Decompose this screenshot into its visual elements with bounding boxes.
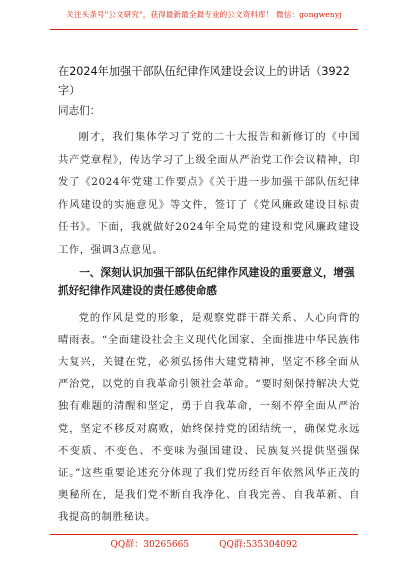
footer-qq-group-1: QQ群：30265665 (110, 540, 190, 550)
header-rule (50, 29, 358, 30)
footer-rule (50, 534, 358, 535)
section-heading: 一、深刻认识加强干部队伍纪律作风建设的重要意义，增强抓好纪律作风建设的责任感使命感 (58, 266, 355, 298)
banner-text: 关注头条号"公文研究"，获得最新最全最专业的公文资料库！ 微信：gongwenyj (66, 9, 342, 19)
document-title: 在2024年加强干部队伍纪律作风建设会议上的讲话（3922字） (58, 65, 350, 97)
footer-qq-group-2: QQ群:535304092 (219, 540, 298, 550)
section-paragraph: 党的作风是党的形象，是观察党群干群关系、人心向背的晴雨表。“全面建设社会主义现代化国家、全面推进中华民族伟大复兴，关键在党，必须弘扬伟大建党精神，坚定不移全面从严治党，以党的自我革命引领社会革命。“要时刻保持解决大党独有难题的清醒和坚定，勇于自我革命，一刻不停全面从严治党，坚定不移反对腐败，始终保持党的团结统一，确保党永远不变质、不变色、不变味为强国建设、民族复兴提供坚强保证。”这些重要论述充分体现了我们党历经百年依然风华正茂的奥秘所在，是我们党不断自我净化、自我完善、自我革新、自我提高的制胜秘诀。 (58, 311, 360, 524)
header-banner (0, 0, 408, 28)
greeting: 同志们： (58, 105, 101, 117)
document-body (58, 62, 360, 529)
footer (0, 537, 408, 553)
intro-paragraph: 刚才，我们集体学习了党的二十大报告和新修订的《中国共产党章程》，传达学习了上级全面从严治党工作会议精神，印发了《2024年党建工作要点》《关于进一步加强干部队伍纪律作风建设的实施意见》等文件，签订了《党风廉政建设目标责任书》。下面，我就做好2024年全局党的建设和党风廉政建设工作，强调3点意见。 (58, 131, 360, 256)
